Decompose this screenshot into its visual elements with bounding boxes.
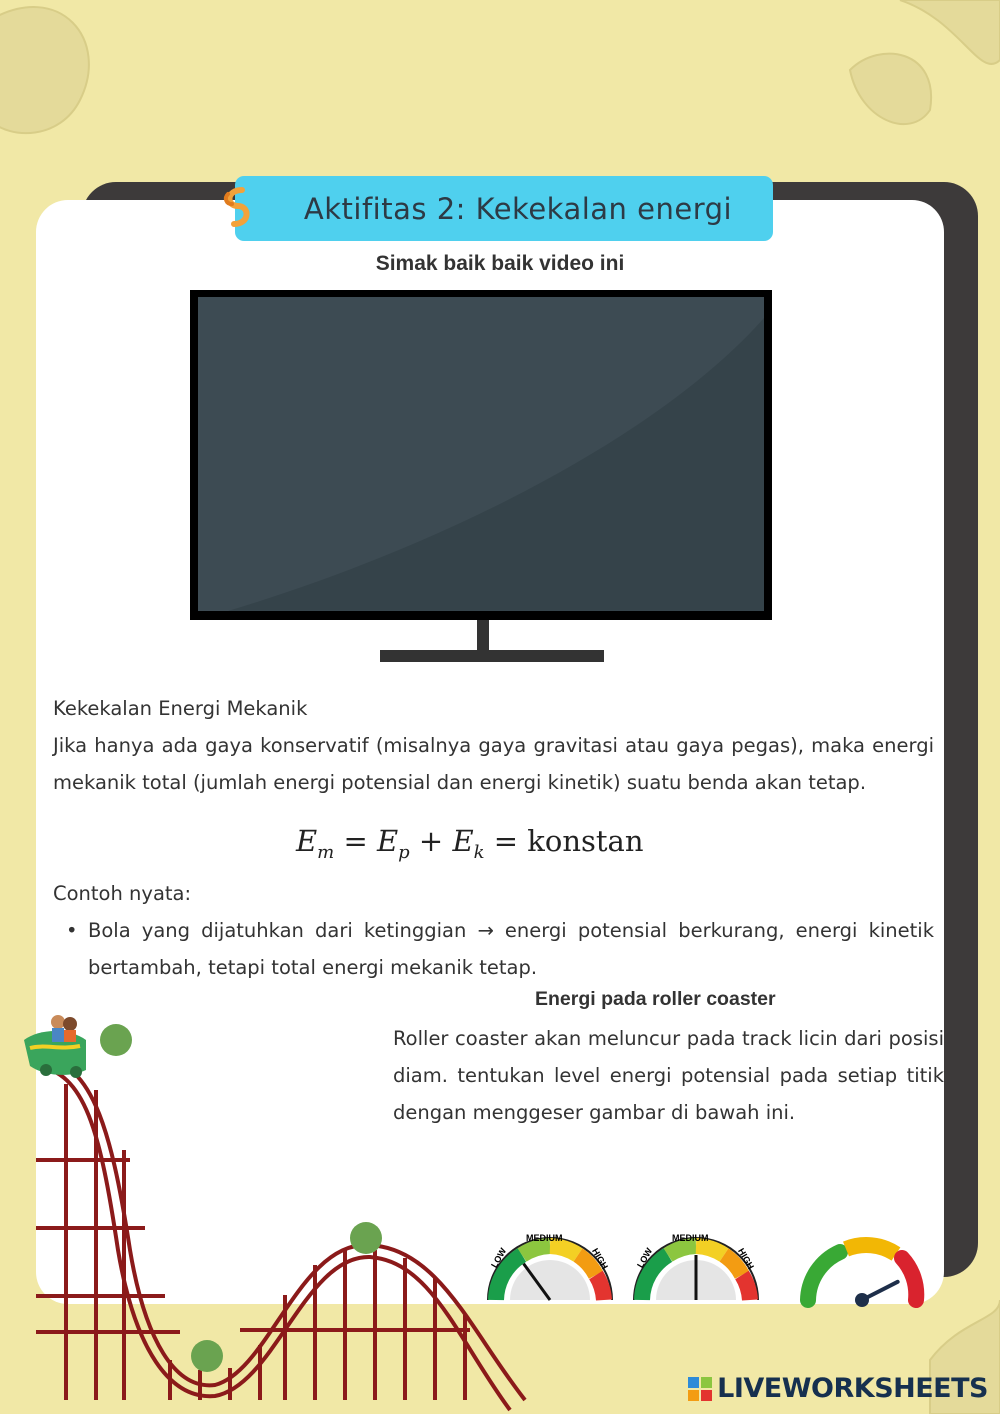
section-heading: Kekekalan Energi Mekanik [53, 697, 308, 720]
examples-label: Contoh nyata: [53, 882, 192, 905]
roller-coaster-illustration [0, 1000, 620, 1414]
gauge-label: LOW [489, 1246, 509, 1270]
roller-coaster-heading: Energi pada roller coaster [535, 988, 776, 1010]
gauge-medium[interactable] [634, 1233, 758, 1300]
gauge-label: HIGH [736, 1246, 756, 1272]
gauge-low[interactable] [488, 1233, 612, 1300]
gauge-label: HIGH [590, 1246, 610, 1272]
coaster-cart [24, 1015, 86, 1078]
title-banner [235, 176, 773, 241]
energy-gauges [480, 1225, 940, 1315]
position-marker[interactable] [350, 1222, 382, 1254]
list-item: • Bola yang dijatuhkan dari ketinggian → energi potensial berkurang, energi kinetik bertambah, tetapi total energi mekanik tetap. [88, 912, 934, 986]
video-player[interactable] [188, 288, 778, 668]
gauge-label: MEDIUM [526, 1233, 563, 1243]
position-marker[interactable] [100, 1024, 132, 1056]
binder-ring-icon [220, 184, 254, 234]
subtitle: Simak baik baik video ini [375, 252, 625, 275]
gauge-high[interactable] [808, 1245, 916, 1307]
liveworksheets-icon [687, 1376, 713, 1402]
energy-formula: $E_m = E_p + E_k$ = konstan [296, 824, 644, 863]
example-list [66, 912, 934, 986]
intro-paragraph: Jika hanya ada gaya konservatif (misalnya gaya gravitasi atau gaya pegas), maka energi mekanik total (jumlah energi potensial dan energi kinetik) suatu benda akan tetap. [53, 734, 934, 794]
roller-coaster-paragraph: Roller coaster akan meluncur pada track licin dari posisi diam. tentukan level energi potensial pada setiap titik dengan menggeser gambar di bawah ini. [393, 1027, 944, 1124]
gauge-label: MEDIUM [672, 1233, 709, 1243]
gauge-label: LOW [635, 1246, 655, 1270]
bullet-icon: • [66, 919, 78, 942]
watermark-text: LIVEWORKSHEETS [717, 1373, 988, 1404]
liveworksheets-logo [687, 1373, 988, 1404]
page-title: Aktifitas 2: Kekekalan energi [303, 191, 733, 226]
position-marker[interactable] [191, 1340, 223, 1372]
